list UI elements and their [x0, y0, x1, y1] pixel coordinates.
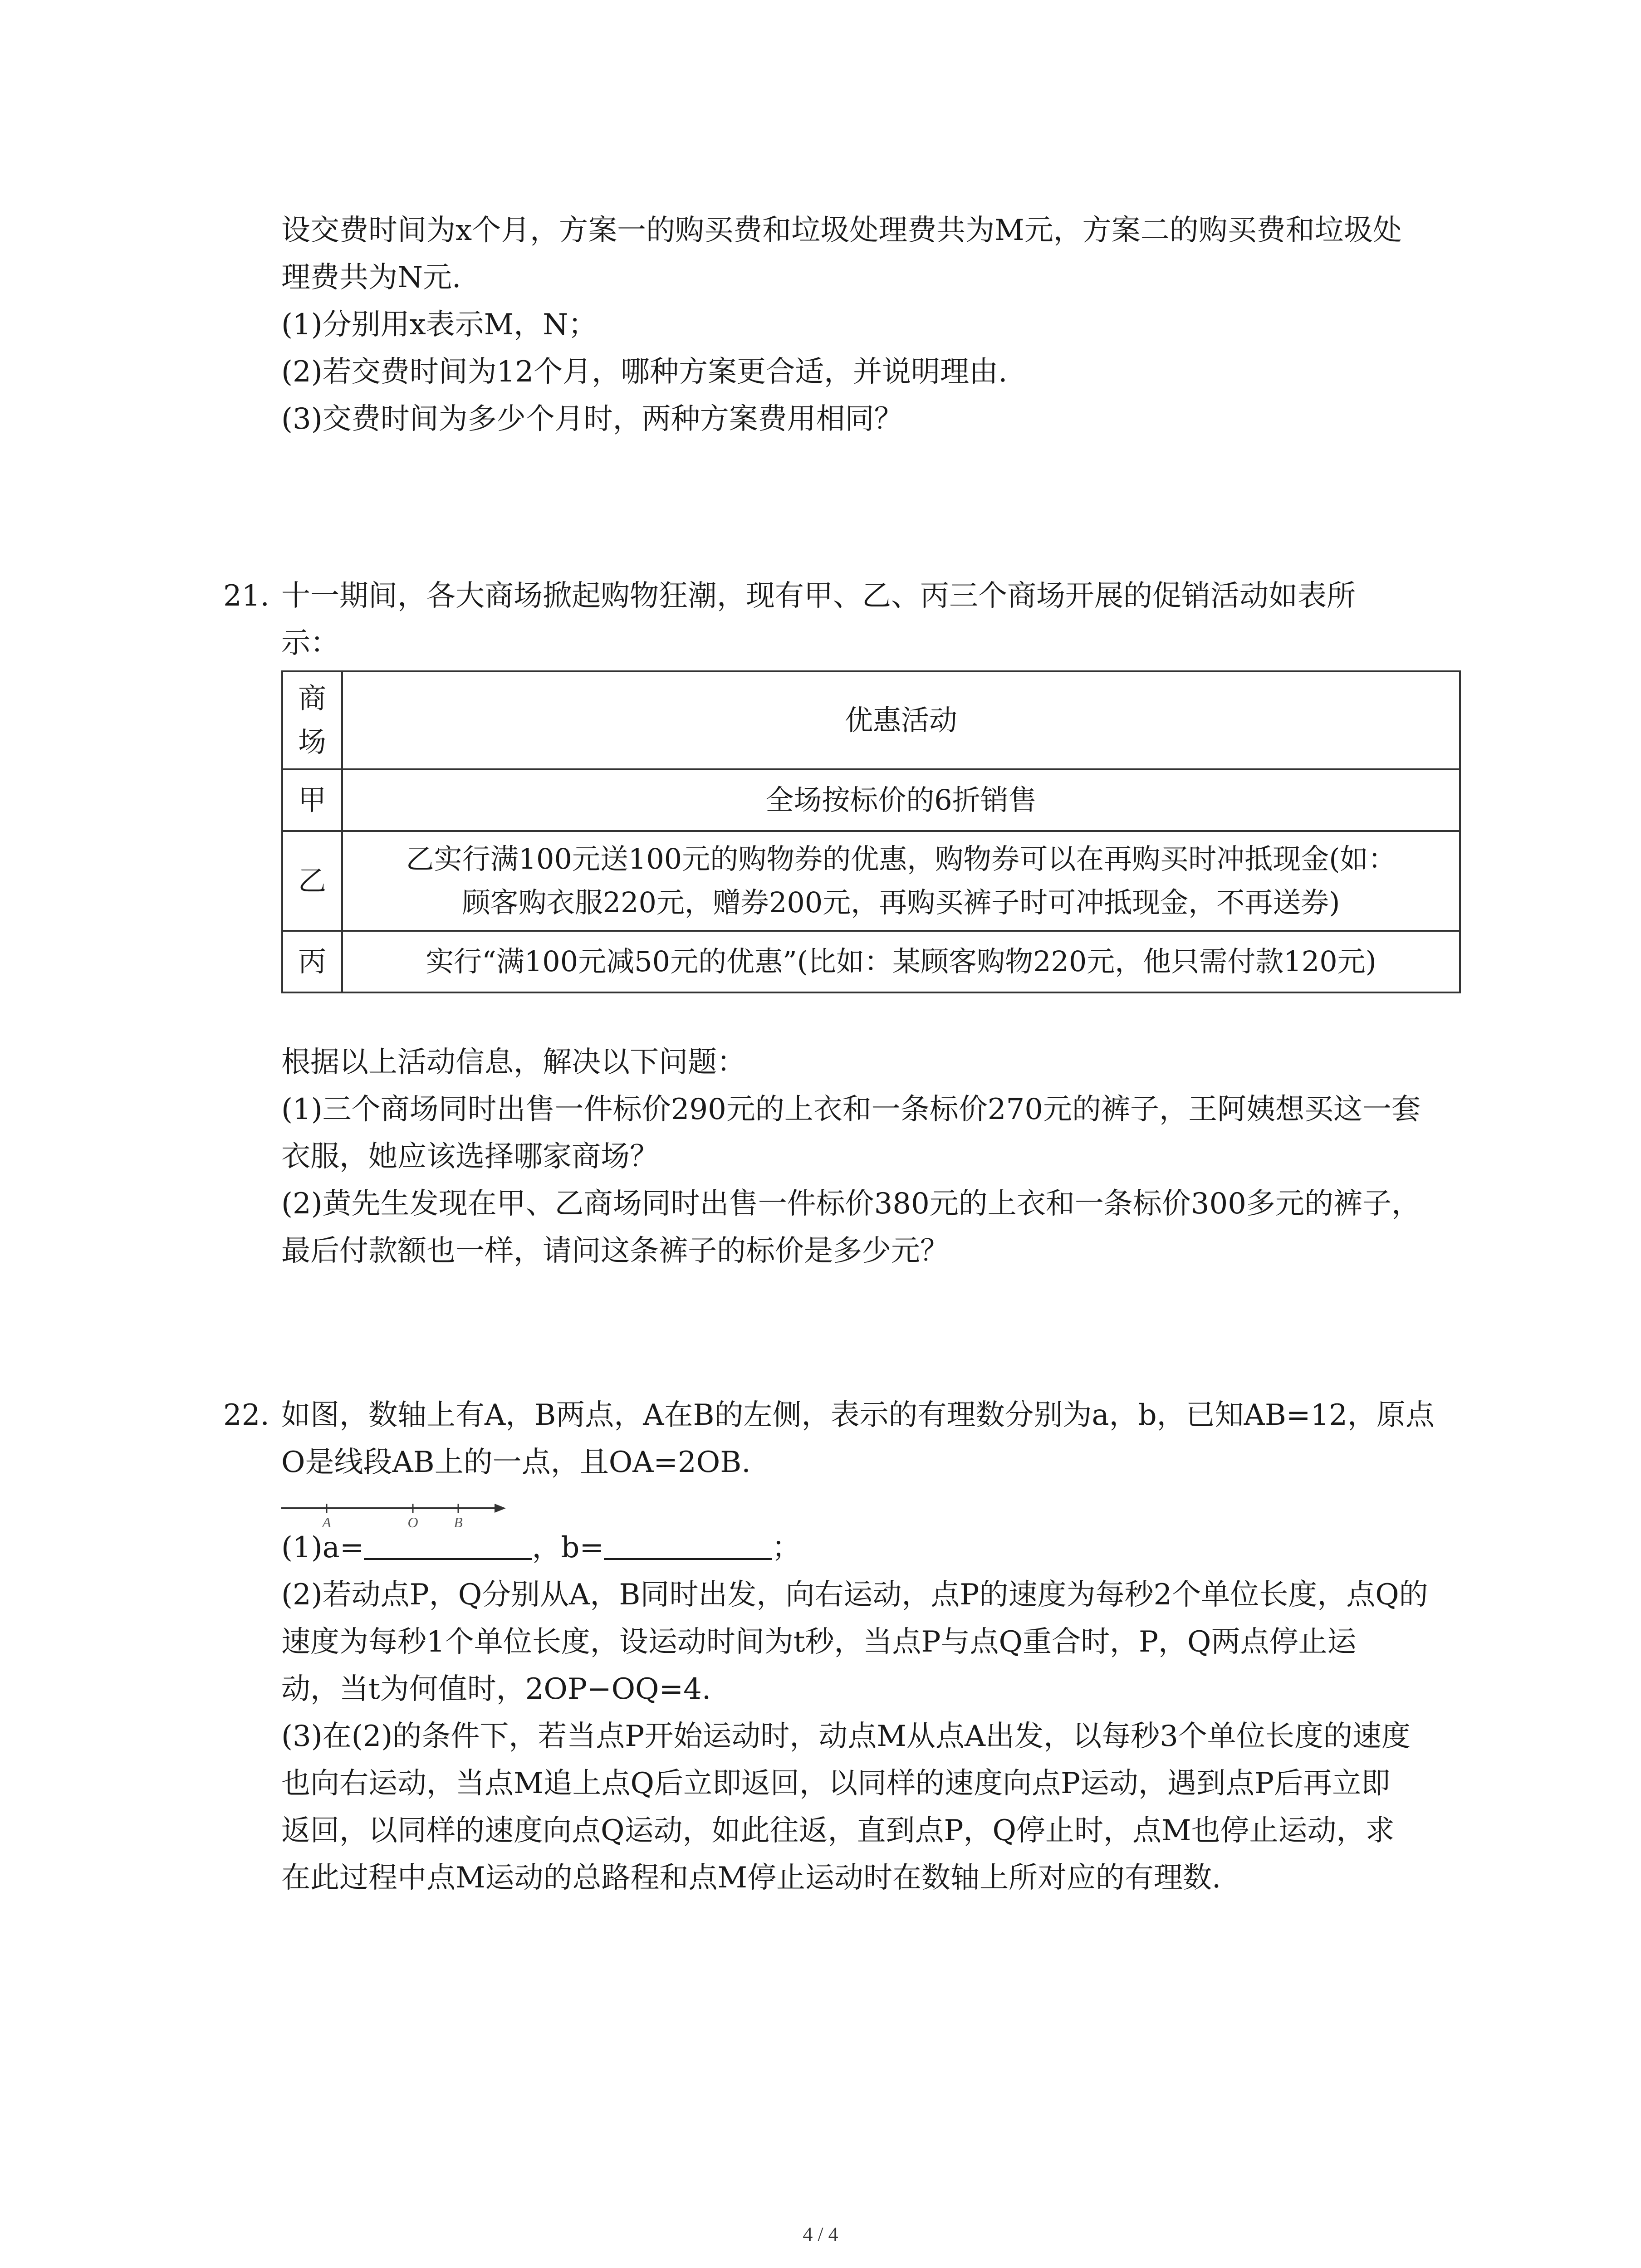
- table-row: [282, 831, 1460, 931]
- table-row: [282, 769, 1460, 831]
- q22-part2-line2: 速度为每秒1个单位长度，设运动时间为t秒，当点P与点Q重合时，P，Q两点停止运: [281, 1625, 1357, 1659]
- q21-stem-line2: 示：: [281, 626, 339, 660]
- table-header-activity: 优惠活动: [342, 671, 1460, 769]
- q21-stem-line1: 十一期间，各大商场掀起购物狂潮，现有甲、乙、丙三个商场开展的促销活动如表所: [281, 579, 1356, 613]
- table-cell-activity: 实行“满100元减50元的优惠”(比如：某顾客购物220元，他只需付款120元): [342, 931, 1460, 992]
- q22-stem-line2: O是线段AB上的一点，且OA=2OB.: [281, 1446, 751, 1479]
- q22-part3-line2: 也向右运动，当点M追上点Q后立即返回，以同样的速度向点P运动，遇到点P后再立即: [281, 1767, 1391, 1800]
- q22-part3-line4: 在此过程中点M运动的总路程和点M停止运动时在数轴上所对应的有理数.: [281, 1861, 1221, 1895]
- number-line-arrow: [495, 1504, 506, 1513]
- table-cell-activity: 全场按标价的6折销售: [342, 769, 1460, 831]
- q21-lead: 根据以上活动信息，解决以下问题：: [281, 1046, 746, 1079]
- q20-intro-line2: 理费共为N元.: [281, 261, 461, 294]
- table-header-mall: 商 场: [282, 671, 342, 769]
- q22-stem-line1: 如图，数轴上有A，B两点，A在B的左侧，表示的有理数分别为a，b，已知AB=12，原点: [281, 1398, 1435, 1432]
- q22-part2-line3: 动，当t为何值时，2OP−OQ=4.: [281, 1672, 711, 1706]
- answer-blank-b[interactable]: [604, 1526, 772, 1560]
- q20-part3: (3)交费时间为多少个月时，两种方案费用相同？: [281, 402, 903, 436]
- q20-intro-line1: 设交费时间为x个月，方案一的购买费和垃圾处理费共为M元，方案二的购买费和垃圾处: [281, 214, 1402, 247]
- label-a: A: [322, 1514, 331, 1530]
- table-cell-mall: 乙: [282, 831, 342, 931]
- table-header-row: [282, 671, 1460, 769]
- answer-blank-a[interactable]: [364, 1526, 532, 1560]
- label-b: B: [454, 1514, 463, 1530]
- q21-number: 21.: [223, 579, 269, 613]
- promotion-table: [281, 670, 1461, 993]
- q22-part2-line1: (2)若动点P，Q分别从A，B同时出发，向右运动，点P的速度为每秒2个单位长度，点Q的: [281, 1578, 1428, 1612]
- q21-part1-line1: (1)三个商场同时出售一件标价290元的上衣和一条标价270元的裤子，王阿姨想买这一套: [281, 1093, 1421, 1126]
- q22-part3-line3: 返回，以同样的速度向点Q运动，如此往返，直到点P，Q停止时，点M也停止运动，求: [281, 1814, 1395, 1848]
- q20-part2: (2)若交费时间为12个月，哪种方案更合适，并说明理由.: [281, 355, 1008, 389]
- q22-part3-line1: (3)在(2)的条件下，若当点P开始运动时，动点M从点A出发，以每秒3个单位长度的速度: [281, 1720, 1411, 1753]
- page-number: 4 / 4: [803, 2223, 838, 2245]
- label-o: O: [407, 1514, 418, 1530]
- q21-part2-line2: 最后付款额也一样，请问这条裤子的标价是多少元？: [281, 1234, 949, 1268]
- table-cell-mall: 甲: [282, 769, 342, 831]
- q20-part1: (1)分别用x表示M，N；: [281, 308, 598, 342]
- q22-number: 22.: [223, 1398, 269, 1432]
- table-cell-activity: 乙实行满100元送100元的购物券的优惠，购物券可以在再购买时冲抵现金(如： 顾客购衣服220元，赠券200元，再购买裤子时可冲抵现金，不再送券): [342, 831, 1460, 931]
- q21-part1-line2: 衣服，她应该选择哪家商场？: [281, 1140, 659, 1173]
- q22-part1: (1)a= ，b= ；: [281, 1524, 1461, 1571]
- table-cell-mall: 丙: [282, 931, 342, 992]
- table-row: [282, 931, 1460, 992]
- q21-part2-line1: (2)黄先生发现在甲、乙商场同时出售一件标价380元的上衣和一条标价300多元的裤子，: [281, 1187, 1421, 1221]
